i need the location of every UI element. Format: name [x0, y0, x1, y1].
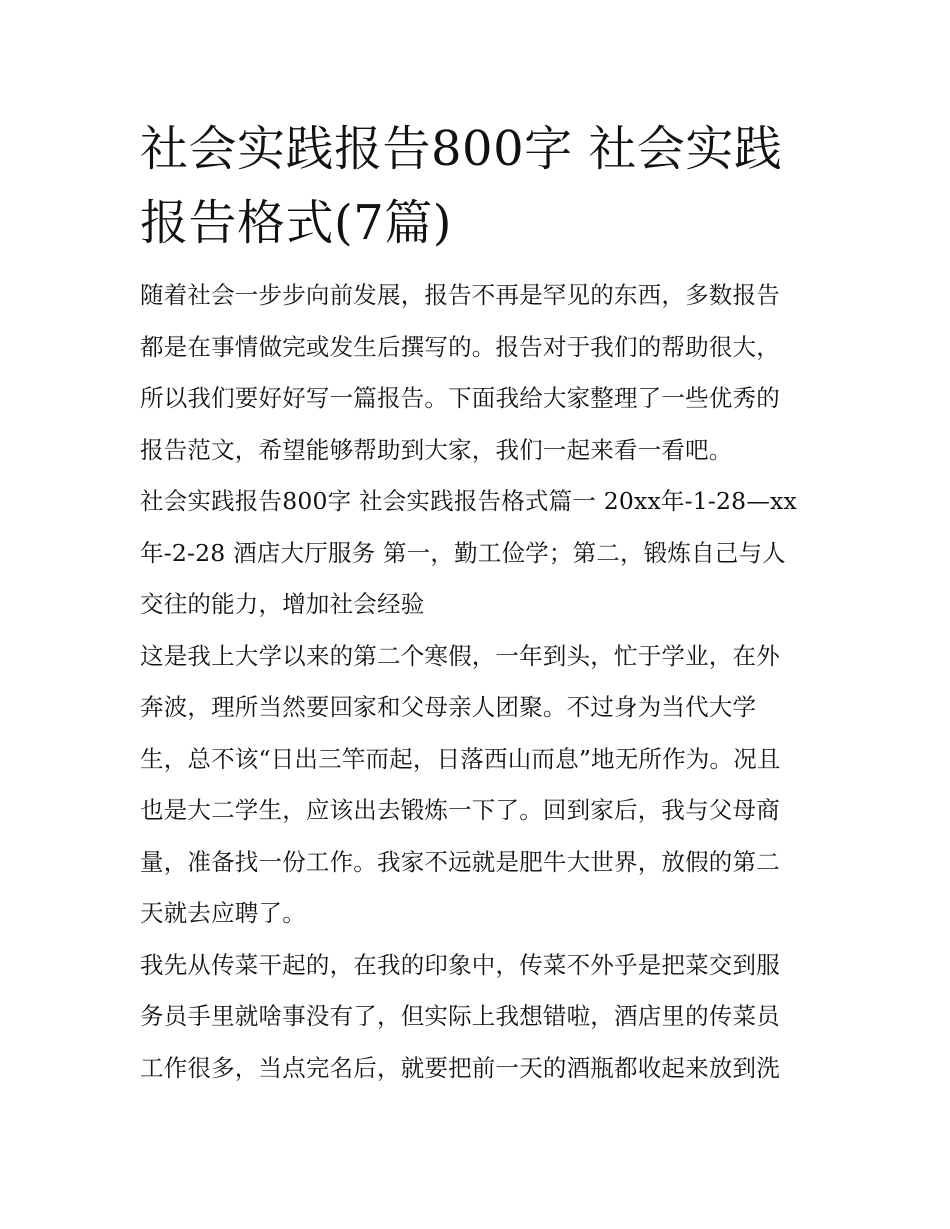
text-line: 量，准备找一份工作。我家不远就是肥牛大世界，放假的第二: [140, 847, 780, 876]
intro-paragraph: [140, 270, 812, 476]
text-line: 年-2-28 酒店大厅服务 第一，勤工俭学；第二，锻炼自己与人: [140, 538, 786, 567]
body-paragraph: [140, 631, 812, 940]
title-line: 报告格式(7篇): [140, 195, 452, 251]
text-line: 生，总不该“日出三竿而起，日落西山而息”地无所作为。况且: [140, 744, 781, 773]
text-line: 也是大二学生，应该出去锻炼一下了。回到家后，我与父母商: [140, 796, 780, 824]
text-line: 天就去应聘了。: [140, 899, 306, 927]
text-line: 这是我上大学以来的第二个寒假，一年到头，忙于学业，在外: [140, 641, 780, 670]
title-block: [140, 112, 812, 260]
text-line: 务员手里就啥事没有了，但实际上我想错啦，酒店里的传菜员: [140, 1002, 780, 1030]
text-line: 随着社会一步步向前发展，报告不再是罕见的东西，多数报告: [140, 281, 780, 309]
text-line: 奔波，理所当然要回家和父母亲人团聚。不过身为当代大学: [140, 693, 757, 721]
text-line: 我先从传菜干起的，在我的印象中，传菜不外乎是把菜交到服: [140, 950, 780, 979]
title-line: 社会实践报告800字 社会实践: [140, 121, 783, 177]
summary-paragraph: [140, 476, 812, 631]
document-title: [140, 112, 812, 260]
text-line: 都是在事情做完或发生后撰写的。报告对于我们的帮助很大，: [140, 332, 780, 361]
body-paragraph: [140, 940, 812, 1095]
text-line: 所以我们要好好写一篇报告。下面我给大家整理了一些优秀的: [140, 384, 780, 412]
document-content: [140, 112, 812, 1094]
text-line: 工作很多，当点完名后，就要把前一天的酒瓶都收起来放到洗: [140, 1053, 780, 1082]
text-line: 社会实践报告800字 社会实践报告格式篇一 20xx年-1-28—xx: [140, 487, 797, 515]
text-line: 报告范文，希望能够帮助到大家，我们一起来看一看吧。: [140, 435, 733, 464]
text-line: 交往的能力，增加社会经验: [140, 590, 425, 618]
